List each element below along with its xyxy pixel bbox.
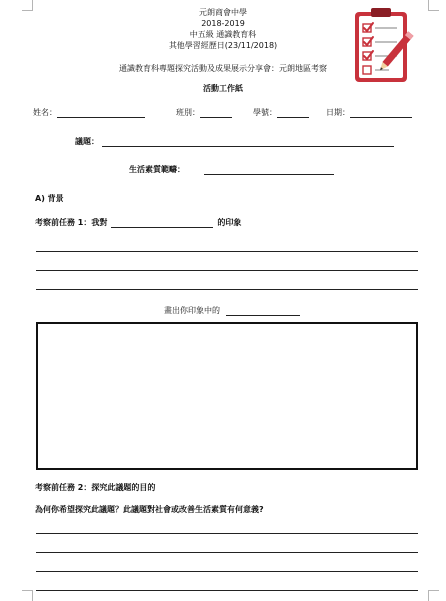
task1-prefix: 考察前任務 1：我對 bbox=[35, 218, 108, 227]
event-line: 其他學習經歷日(23/11/2018) bbox=[168, 41, 278, 50]
draw-prompt-text: 畫出你印象中的 bbox=[164, 306, 220, 315]
task1-answer-line[interactable] bbox=[36, 289, 418, 290]
number-field[interactable] bbox=[253, 108, 309, 118]
scope-blank[interactable] bbox=[204, 174, 334, 175]
draw-prompt bbox=[164, 306, 300, 316]
date-label: 日期： bbox=[326, 108, 350, 117]
class-field[interactable] bbox=[176, 108, 232, 118]
worksheet-subtitle: 通識教育科專題探究活動及成果展示分享會：元朗地區考察 bbox=[119, 64, 327, 73]
section-a-heading: A) 背景 bbox=[35, 194, 64, 203]
worksheet-title: 活動工作紙 bbox=[203, 84, 243, 93]
name-blank[interactable] bbox=[57, 109, 145, 118]
number-blank[interactable] bbox=[277, 109, 309, 118]
task2-answer-line[interactable] bbox=[36, 571, 418, 572]
task1-suffix: 的印象 bbox=[217, 218, 242, 227]
task1-answer-line[interactable] bbox=[36, 251, 418, 252]
school-name: 元朗商會中學 bbox=[199, 8, 247, 17]
task2-answer-line[interactable] bbox=[36, 590, 418, 591]
task2-answer-line[interactable] bbox=[36, 533, 418, 534]
task2-answer-line[interactable] bbox=[36, 552, 418, 553]
crop-mark-bottom-right bbox=[428, 590, 439, 601]
task2-title: 考察前任務 2：探究此議題的目的 bbox=[35, 483, 156, 492]
name-label: 姓名： bbox=[33, 108, 57, 117]
task1-blank[interactable] bbox=[111, 219, 213, 228]
crop-mark-bottom-left bbox=[22, 590, 33, 601]
subject-line: 中五級 通識教育科 bbox=[189, 30, 257, 39]
class-blank[interactable] bbox=[200, 109, 232, 118]
task2-question: 為何你希望探究此議題？此議題對社會或改善生活素質有何意義? bbox=[35, 505, 264, 514]
issue-label: 議題： bbox=[75, 137, 99, 146]
school-year: 2018-2019 bbox=[201, 19, 245, 28]
date-blank[interactable] bbox=[350, 109, 412, 118]
drawing-box[interactable] bbox=[36, 322, 418, 470]
number-label: 學號： bbox=[253, 108, 277, 117]
issue-blank[interactable] bbox=[102, 146, 394, 147]
task1-title bbox=[35, 218, 241, 228]
scope-label: 生活素質範疇： bbox=[129, 165, 185, 174]
draw-prompt-blank[interactable] bbox=[226, 307, 300, 316]
class-label: 班別： bbox=[176, 108, 200, 117]
task1-answer-line[interactable] bbox=[36, 270, 418, 271]
date-field[interactable] bbox=[326, 108, 412, 118]
name-field[interactable] bbox=[33, 108, 145, 118]
